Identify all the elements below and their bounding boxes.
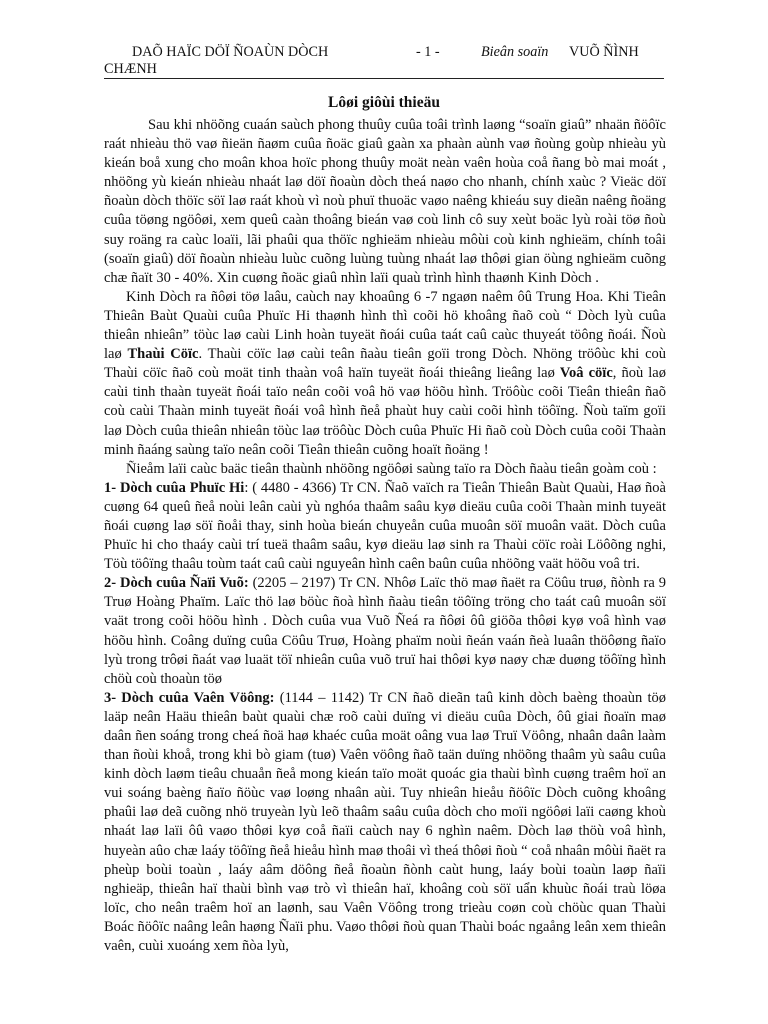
text-segment: . Thaùi cöïc laø caùi teân ñaàu tieân goïi trong Dòch. Nhöng tröôùc khi coù Thaùi cöïc ñaõ coù moät tinh thaàn voâ haïn tuyeät ñoái thieâng lieâng laø	[104, 346, 667, 382]
section-phuc-hi	[104, 479, 666, 574]
section-text: (2205 – 2197) Tr CN. Nhôø Laïc thö maø ñaët ra Cöûu truø, ñònh ra 9 Truø Hoàng Phaïm. Laïc thö laø böùc ñoà hình ñaàu tieân töôïng tröng cho taát caû muoân söï vaät trong coõi höõu hình . Dòch cuûa vua Vuõ Ñeá ra ñôøi ôû giöõa thôøi kyø voâ hình vaø höõu hình. Coâng duïng cuûa Cöûu Truø, Hoàng phaïm noùi ñeán vaán ñeà luaân thöôøng ñaïo lyù trong trôøi ñaát vaø luaät töï nhieân cuûa vuõ truï hai thôøi kyø naøy chæ duøng töôïng hình chöù coù thoaùn töø	[104, 575, 666, 687]
bold-term: Voâ cöïc	[559, 365, 613, 382]
text-segment: Kinh Dòch ra ñôøi töø laâu, caùch nay khoaûng 6 -7 ngaøn naêm ôû Trung Hoa. Khi Tieân Thieân Baùt Quaùi cuûa Phuïc Hi thaønh hình thì coõi hö khoâng ñaõ coù “ Dòch lyù cuûa thieân nhieân” töùc laø caùi Linh hoàn tuyeät ñoái cuûa taát caû caùc thuyeát töông ñoái. Ñoù laø	[104, 288, 666, 363]
header-title: DAÕ HAÏC DÖÏ ÑOAÙN DÒCH	[132, 44, 329, 60]
section-text: (1144 – 1142) Tr CN ñaõ dieãn taû kinh dòch baèng thoaùn töø laäp neân Haäu thieân baùt quaùi chæ roõ caùi duïng vi dieäu cuûa Dòch, ôû giai ñoaïn maø daân ñen soáng trong cheá ñoä haø khaéc cuûa moät oâng vua laø Truï Vöông, nhaân daân laàm than ñoùi khoå, trong khi bò giam (tuø) Vaên vöông ñaõ taän duïng nhöõng thaâm yù saâu cuûa kinh dòch laøm tieâu chuaån ñeå mong kieán taïo moät quoác gia thaùi bình cuøng traêm hoï an vui soáng baèng ñaïo ñöùc vaø loøng nhaân aùi. Tuy nhieân hieåu ñöôïc Dòch cuõng khoâng phaûi laø deã cuõng nhö truyeàn lyù leõ thaâm saâu cuûa dòch cho moïi ngöôøi laïi caøng khoù nhaát laø laïi ôû vaøo thôøi kyø coå ñaïi caùch nay 6 nghìn naêm. Dòch laø thöù voâ hình, huyeàn aûo chæ laáy töôïng ñeå hieåu hình maø thoâi vì theá thôøi ñoù “ coå nhaân môùi ñaët ra pheùp boùi toaùn , laáy aâm döông ñeå ñoaùn ñònh caùt hung, laáy boùi toaùn laøp ñaïi nghieäp, thieân haï thaùi bình vaø trò vì thieân haï, khoâng coù söï uẩn khuùc ñoái traù löøa loïc, cho neân traêm hoï an laønh, sau Vaên Vöông trong trieàu coøn coù chöùc quan Thaùi Boác ñöôïc naâng leân haøng Ñaïi phu. Vaøo thôøi ñoù quan Thaùi boác ngaång leân xem thieân vaên, cuùi xuoáng xem ñòa lyù,	[104, 689, 666, 955]
document-title: Lôøi giôùi thieäu	[328, 94, 440, 111]
paragraph-intro: Sau khi nhöõng cuaán saùch phong thuûy cuûa toâi trình laøng “soaïn giaû” nhaän ñöôïc raát nhieàu thö vaø ñieän ñaøm cuûa ñoäc giaû gaàn xa phaàn aùnh vaø ñoùng goùp nhieàu yù kieán boå xung cho moân khoa hoïc phong thuûy moät neàn vaên hoùa coå ñang bò mai moát , nhöõng yù kieán nhieàu nhaát laø döï ñoaùn dòch theá naøo cho nhanh, chính xaùc ? Vieäc döï ñoaùn dòch thöïc söï laø raát khoù vì noù phuï thuoäc vaøo naêng khieáu suy dieãn naêng ñoäng cuûa töøng ngöôøi, xem queû caàn thoâng bieán vaø coù linh cô suy xeùt boäc lyù roài töø ñoù suy roäng ra caùc loaïi, lãi phaûi qua thöïc nghieäm nhieàu môùi coù kinh nghieäm, chính toâi (soaïn giaû) döï ñoaùn nhieàu luùc cuõng luùng tuùng nhaát laø thôøi gian öùng nghieäm cuõng chæ ñaït 30 - 40%. Xin cuøng ñoäc giaû nhìn laïi quaù trình hình thaønh Kinh Dòch .	[104, 117, 666, 286]
author-name: VUÕ ÑÌNH	[569, 44, 639, 60]
text-segment: , ñoù laø caùi tinh thaàn tuyeät ñoái taïo neân coõi voâ hö vaø höõu hình. Tröôùc coõi Tieân thieân ñaõ coù caùi Thaàn minh tuyeät ñoái voâ hình ñeå phaùt huy caùi coõi hình töôïng. Ñoù taïm goïi laø Dòch cuûa thieân nhieân töùc laø tröôùc Dòch cuûa Phuïc Hi ñaõ coù Dòch cuûa coõi Thaàn minh ñaáng saùng taïo neân coõi Tieân thieân cuõng hoaït ñoäng !	[104, 365, 666, 458]
bold-term: Thaùi Cöïc	[127, 346, 199, 363]
paragraph-origin	[104, 288, 666, 460]
section-heading: 2- Dòch cuûa Ñaïi Vuõ:	[104, 575, 249, 592]
editor-label: Bieân soaïn	[481, 44, 549, 60]
section-van-vuong	[104, 689, 666, 956]
paragraph-review: Ñieåm laïi caùc baäc tieân thaùnh nhöõng ngöôøi saùng taïo ra Dòch ñaàu tieân goàm coù :	[126, 460, 657, 477]
header-rule	[104, 78, 664, 79]
section-text: : ( 4480 - 4366) Tr CN. Ñaõ vaïch ra Tieân Thieân Baùt Quaùi, Haø ñoà cuøng 64 queû ñeå noùi leân caùi yù nghóa thaâm saâu kyø dieäu cuûa coõi Thaàn minh tuyeät ñoái cuøng laø söï ñoåi thay, sinh hoùa bieán chuyeån cuûa muoân söï muoân vaät. Dòch cuûa Phuïc hi cho thaáy caùi trí tueä thaâm saâu, kyø dieäu laø sinh ra Thaùi cöïc roài Löôõng nghi, Töù töôïng thaâu toùm taát caû caùi nguyeân hình caên baûn cuûa nhöõng vaät höõu voâ tri.	[104, 479, 666, 573]
section-dai-vu	[104, 574, 666, 689]
section-heading: 1- Dòch cuûa Phuïc Hi	[104, 479, 245, 496]
section-heading: 3- Dòch cuûa Vaên Vöông:	[104, 689, 275, 706]
page-number: - 1 -	[416, 44, 440, 60]
document-body	[104, 116, 666, 956]
author-name-continued: CHÆNH	[104, 61, 157, 77]
